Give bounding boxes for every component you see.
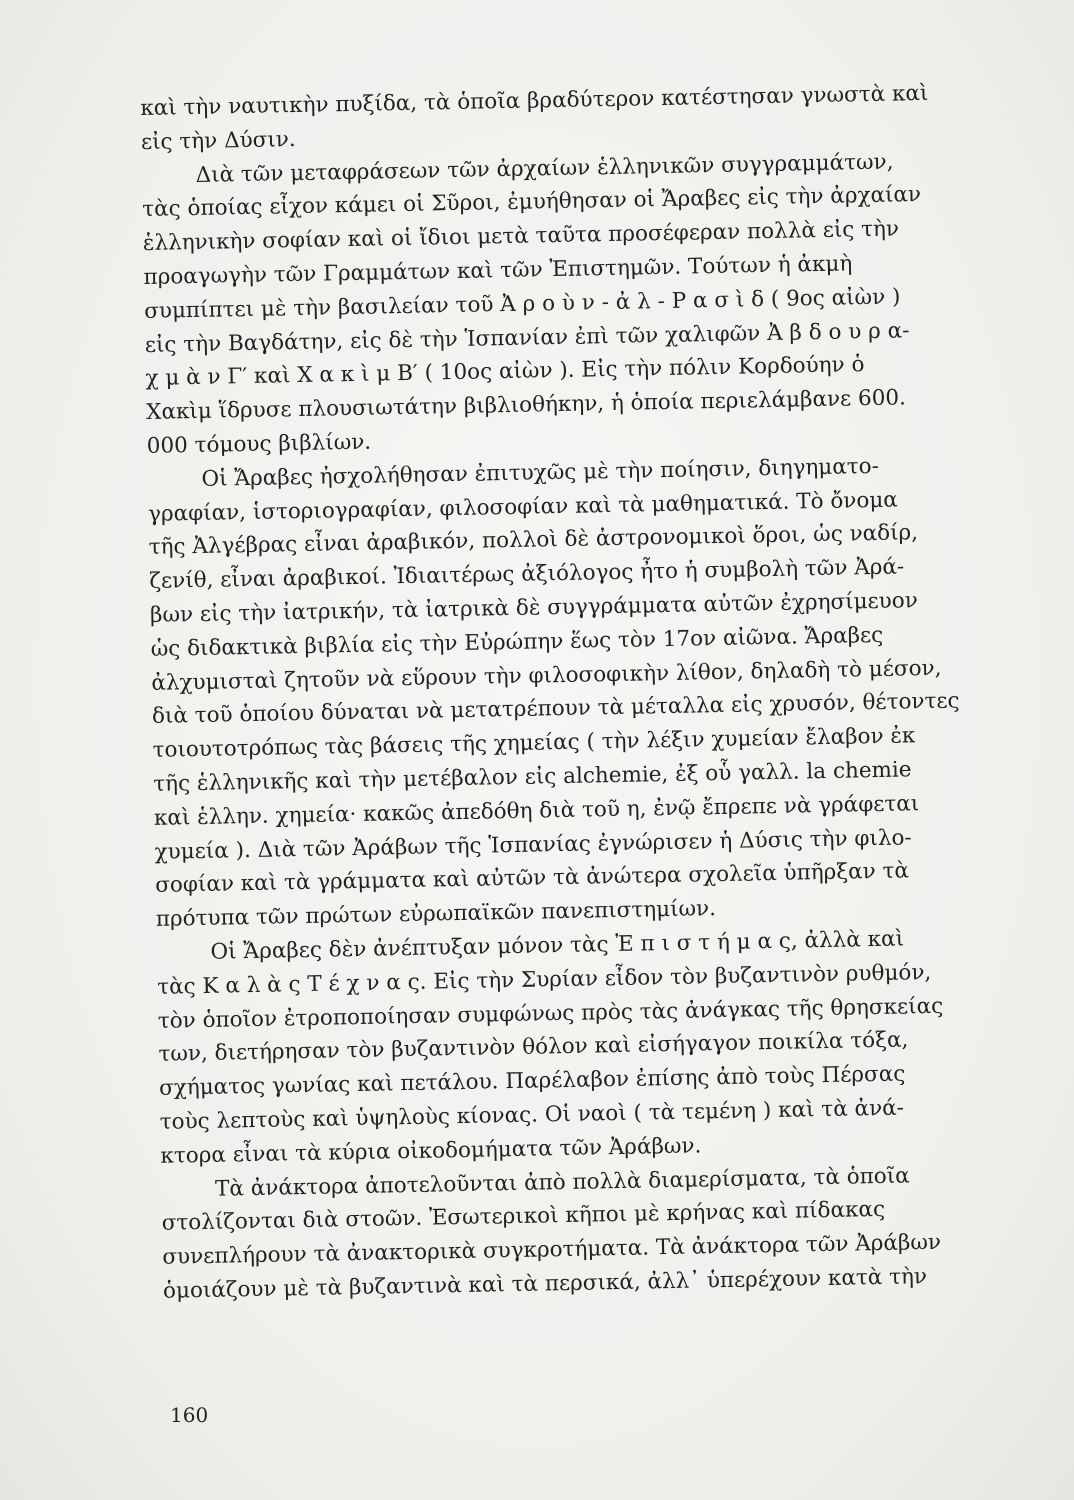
text-line: 000 τόμους βιβλίων.	[146, 429, 372, 459]
text-line: γραφίαν, ἱστοριογραφίαν, φιλοσοφίαν καὶ τὰ μαθηματικά. Τὸ ὄνομα	[147, 487, 899, 527]
text-line: σχήματος γωνίας καὶ πετάλου. Παρέλαβον ἐπίσης ἀπὸ τοὺς Πέρσας	[158, 1061, 906, 1101]
text-line: τὰς Κ α λ ὰ ς Τ έ χ ν α ς. Εἰς τὴν Συρίαν εἶδον τὸν βυζαντινὸν ρυθμόν,	[156, 959, 932, 1000]
text-line: συμπίπτει μὲ τὴν βασιλείαν τοῦ Ἀ ρ ο ὺ ν - ἀ λ - Ρ α σ ὶ δ ( 9ος αἰὼν )	[143, 284, 901, 324]
text-line: ἑλληνικὴν σοφίαν καὶ οἱ ἴδιοι μετὰ ταῦτα προσέφεραν πολλὰ εἰς τὴν	[142, 216, 900, 257]
text-line: βων εἰς τὴν ἰατρικήν, τὰ ἰατρικὰ δὲ συγγράμματα αὐτῶν ἐχρησίμευον	[149, 588, 919, 628]
text-line: τὰς ὁποίας εἶχον κάμει οἱ Σῦροι, ἐμυήθησαν οἱ Ἄραβες εἰς τὴν ἀρχαίαν	[142, 182, 922, 223]
text-line: συνεπλήρουν τὰ ἀνακτορικὰ συγκροτήματα. Τὰ ἀνάκτορα τῶν Ἀράβων	[162, 1229, 942, 1270]
text-line: τὸν ὁποῖον ἐτροποποίησαν συμφώνως πρὸς τὰς ἀνάγκας τῆς θρησκείας	[157, 993, 944, 1034]
text-line: προαγωγὴν τῶν Γραμμάτων καὶ τῶν Ἐπιστημῶν. Τούτων ἡ ἀκμὴ	[143, 251, 853, 290]
text-line: πρότυπα τῶν πρώτων εὐρωπαϊκῶν πανεπιστημίων.	[155, 896, 717, 932]
text-line: εἰς τὴν Δύσιν.	[140, 126, 296, 155]
body-text	[140, 75, 1033, 1308]
text-line: τῆς ἑλληνικῆς καὶ τὴν μετέβαλον εἰς alchemie, ἐξ οὗ γαλλ. la chemie	[153, 757, 912, 797]
text-line: ὡς διδακτικὰ βιβλία εἰς τὴν Εὐρώπην ἕως τὸν 17ον αἰῶνα. Ἄραβες	[150, 622, 884, 662]
text-line: ἀλχυμισταὶ ζητοῦν νὰ εὕρουν τὴν φιλοσοφικὴν λίθον, δηλαδὴ τὸ μέσον,	[151, 655, 942, 696]
text-line: κτορα εἶναι τὰ κύρια οἰκοδομήματα τῶν Ἀράβων.	[160, 1133, 702, 1169]
text-line: διὰ τοῦ ὁποίου δύναται νὰ μετατρέπουν τὰ μέταλλα εἰς χρυσόν, θέτοντες	[151, 688, 960, 730]
paragraph-start-line: Διὰ τῶν μεταφράσεων τῶν ἀρχαίων ἑλληνικῶν συγγραμμάτων,	[195, 149, 894, 188]
text-line: τῆς Ἀλγέβρας εἶναι ἀραβικόν, πολλοὶ δὲ ἀστρονομικοὶ ὅροι, ὡς ναδίρ,	[148, 520, 919, 561]
text-line: των, διετήρησαν τὸν βυζαντινὸν θόλον καὶ εἰσήγαγον ποικίλα τόξα,	[158, 1027, 909, 1068]
paragraph-start-line: Τὰ ἀνάκτορα ἀποτελοῦνται ἀπὸ πολλὰ διαμερίσματα, τὰ ὁποῖα	[214, 1162, 910, 1202]
text-line: στολίζονται διὰ στοῶν. Ἐσωτερικοὶ κῆποι μὲ κρήνας καὶ πίδακας	[161, 1197, 886, 1237]
text-line: ζενίθ, εἶναι ἀραβικοί. Ἰδιαιτέρως ἀξιόλογος ἦτο ἡ συμβολὴ τῶν Ἀρά-	[149, 554, 905, 595]
text-line: Χακὶμ ἵδρυσε πλουσιωτάτην βιβλιοθήκην, ἡ ὁποία περιελάμβανε 600.	[145, 385, 907, 426]
paragraph-start-line: Οἱ Ἄραβες ἠσχολήθησαν ἐπιτυχῶς μὲ τὴν ποίησιν, διηγηματο-	[201, 453, 880, 492]
text-line: ὁμοιάζουν μὲ τὰ βυζαντινὰ καὶ τὰ περσικά, ἀλλ᾽ ὑπερέχουν κατὰ τὴν	[162, 1264, 928, 1304]
text-line: εἰς τὴν Βαγδάτην, εἰς δὲ τὴν Ἱσπανίαν ἐπὶ τῶν χαλιφῶν Ἀ β δ ο υ ρ α-	[144, 317, 910, 358]
text-line: χ μ ὰ ν Γ′ καὶ Χ α κ ὶ μ Β′ ( 10ος αἰὼν ). Εἰς τὴν πόλιν Κορδούην ὁ	[145, 352, 865, 392]
text-line: σοφίαν καὶ τὰ γράμματα καὶ αὐτῶν τὰ ἀνώτερα σχολεῖα ὑπῆρξαν τὰ	[154, 858, 910, 899]
text-line: τοιουτοτρόπως τὰς βάσεις τῆς χημείας ( τὴν λέξιν χυμείαν ἔλαβον ἐκ	[152, 723, 916, 764]
page-number: 160	[170, 1403, 209, 1427]
paragraph-start-line: Οἱ Ἄραβες δὲν ἀνέπτυξαν μόνον τὰς Ἐ π ι σ τ ή μ α ς, ἀλλὰ καὶ	[210, 926, 905, 965]
text-line: καὶ τὴν ναυτικὴν πυξίδα, τὰ ὁποῖα βραδύτερον κατέστησαν γνωστὰ καὶ	[140, 80, 929, 121]
text-line: τοὺς λεπτοὺς καὶ ὑψηλοὺς κίονας. Οἱ ναοὶ ( τὰ τεμένη ) καὶ τὰ ἀνά-	[159, 1095, 905, 1135]
text-line: καὶ ἑλλην. χημεία· κακῶς ἀπεδόθη διὰ τοῦ η, ἐνῷ ἔπρεπε νὰ γράφεται	[153, 790, 920, 831]
text-line: χυμεία ). Διὰ τῶν Ἀράβων τῆς Ἱσπανίας ἐγνώρισεν ἡ Δύσις τὴν φιλο-	[154, 824, 912, 865]
